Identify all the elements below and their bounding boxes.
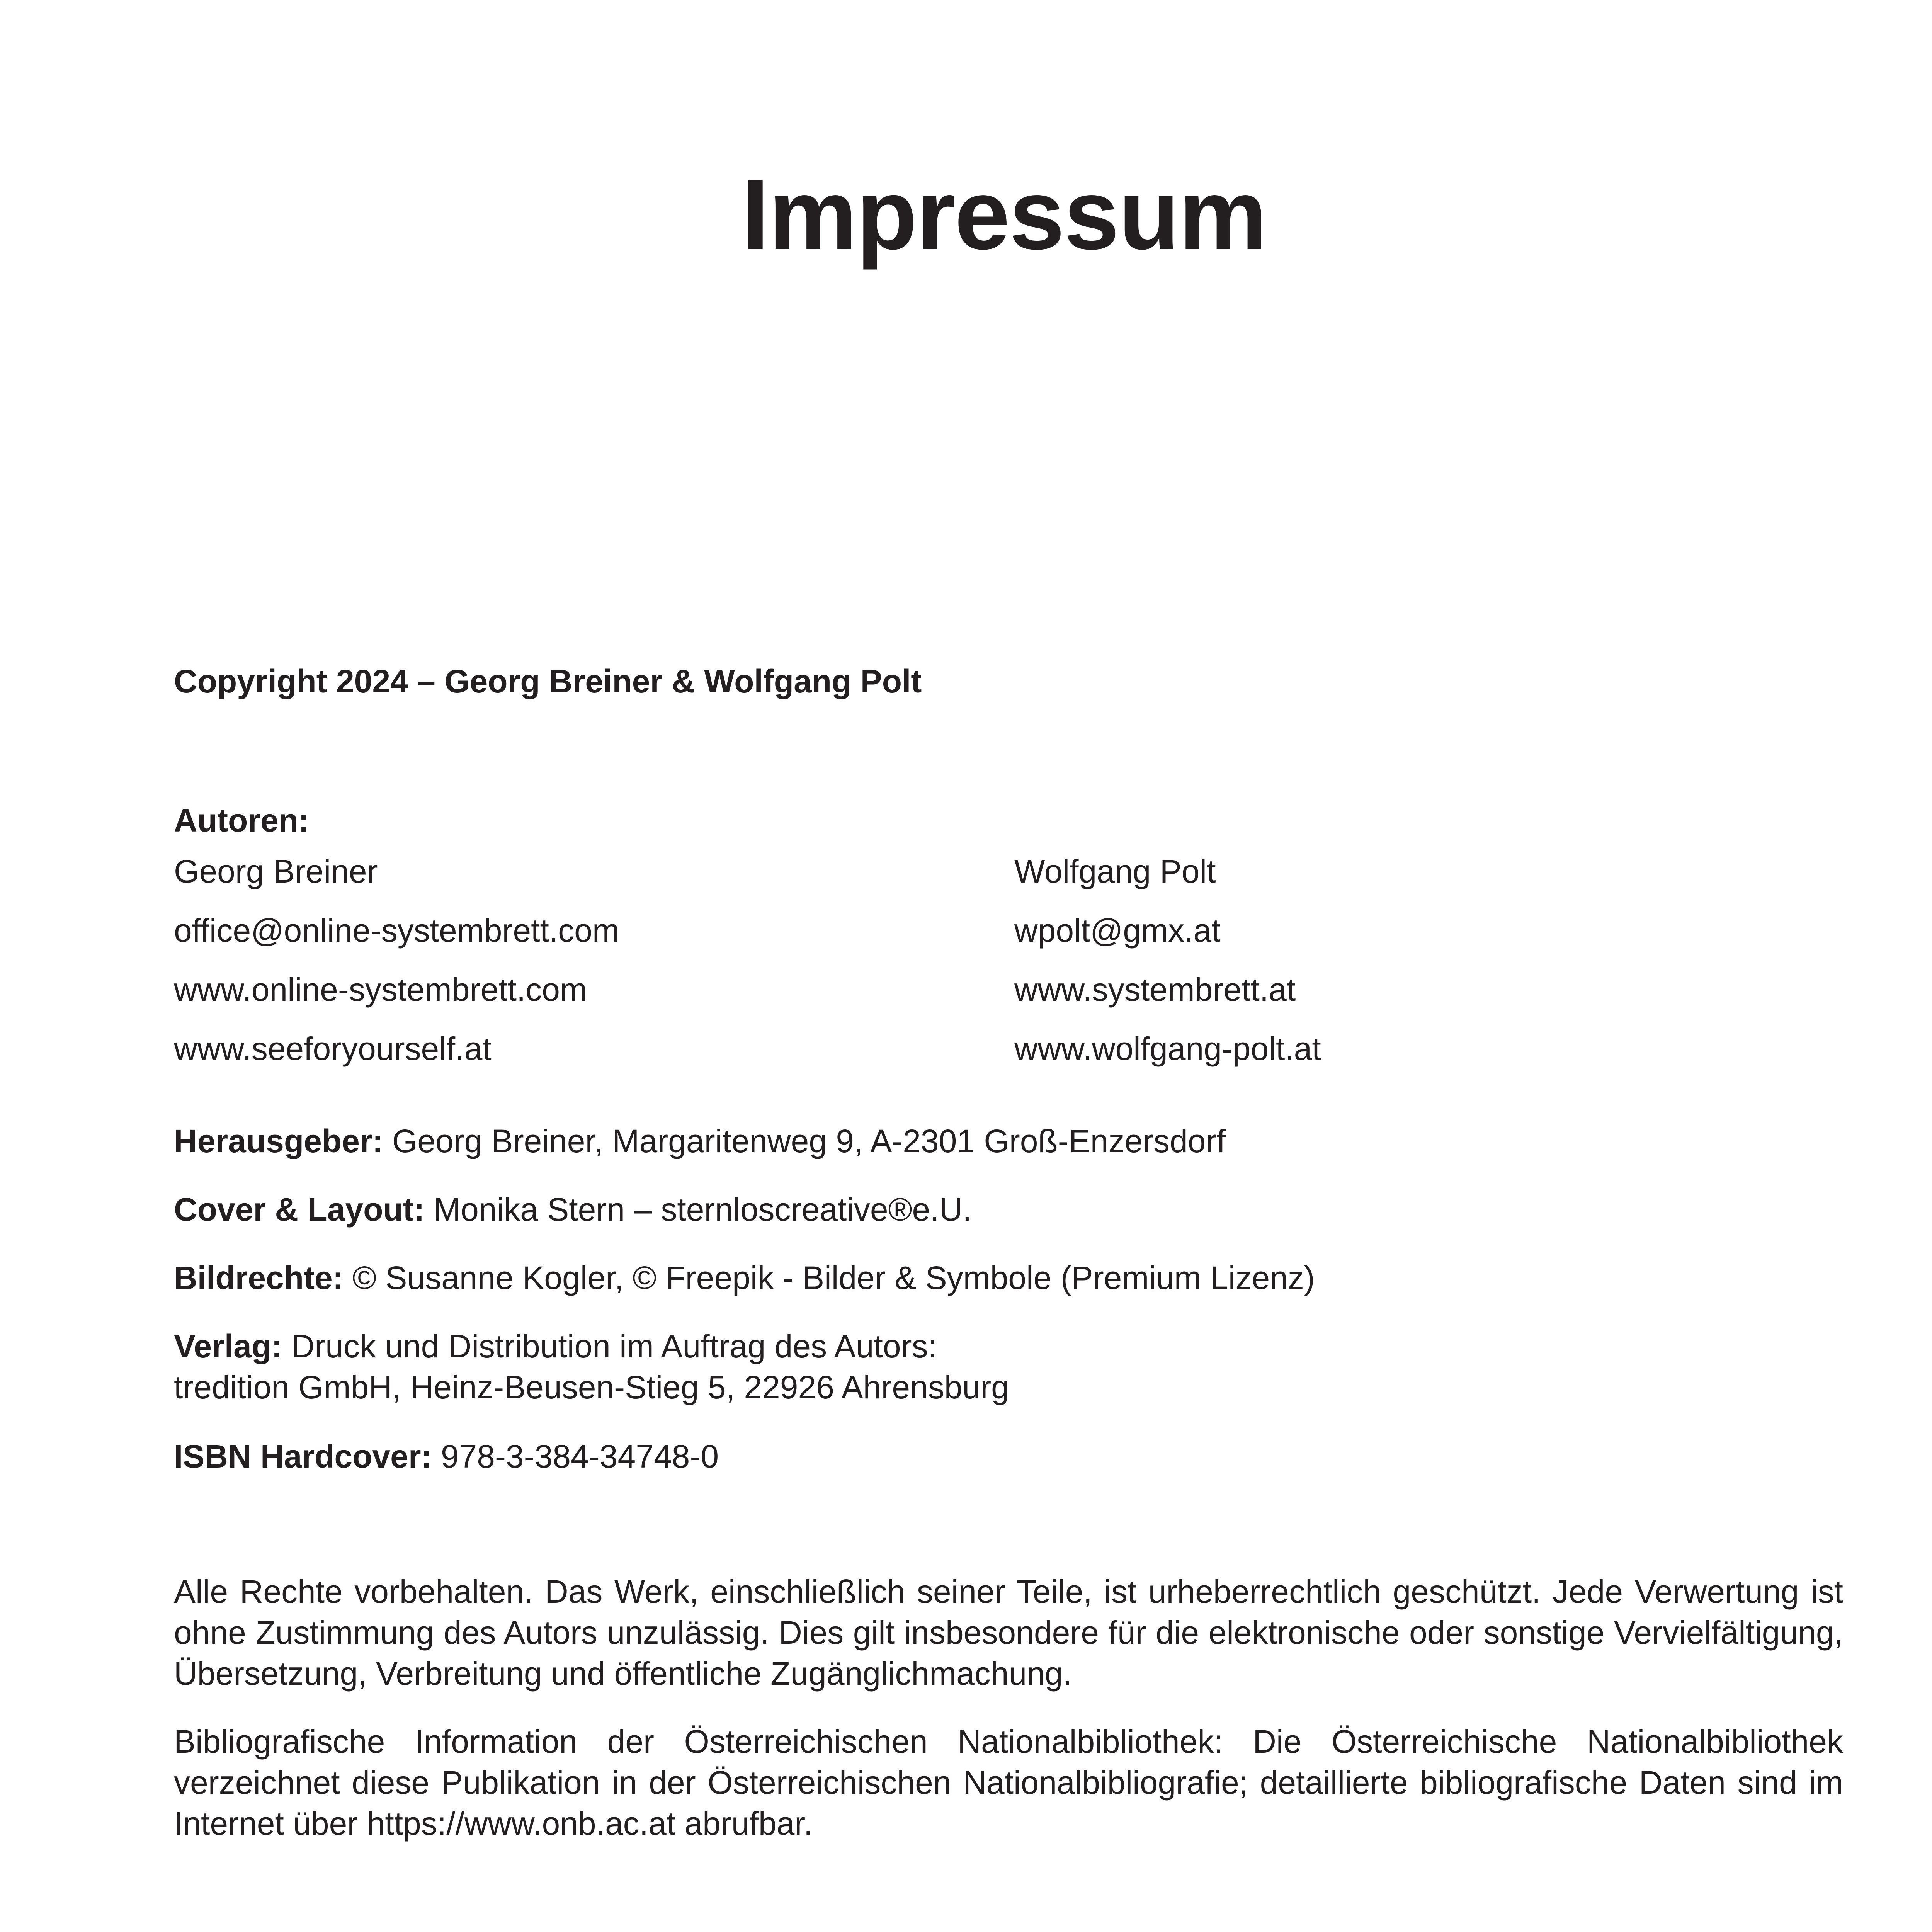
verlag-label: Verlag: xyxy=(174,1328,282,1364)
author-left-name: Georg Breiner xyxy=(174,853,378,889)
page-title: Impressum xyxy=(742,158,1267,270)
author-left-website-2: www.seeforyourself.at xyxy=(174,1031,492,1067)
bildrechte-label: Bildrechte: xyxy=(174,1260,344,1296)
author-right-email: wpolt@gmx.at xyxy=(1014,912,1221,949)
verlag-first-line xyxy=(174,1326,1843,1367)
isbn-line xyxy=(174,1436,1843,1477)
author-right-name: Wolfgang Polt xyxy=(1014,853,1216,889)
verlag-line-1: Druck und Distribution im Auftrag des Autors: xyxy=(291,1328,937,1364)
cover-layout-value: Monika Stern – sternloscreative®e.U. xyxy=(434,1191,972,1228)
author-right-website-1: www.systembrett.at xyxy=(1014,971,1296,1008)
copyright-line: Copyright 2024 – Georg Breiner & Wolfgang Polt xyxy=(174,663,922,699)
author-left-website-1: www.online-systembrett.com xyxy=(174,971,587,1008)
herausgeber-line xyxy=(174,1121,1843,1162)
verlag-line-2: tredition GmbH, Heinz-Beusen-Stieg 5, 22926 Ahrensburg xyxy=(174,1369,1009,1405)
authors-label: Autoren: xyxy=(174,802,309,838)
herausgeber-label: Herausgeber: xyxy=(174,1123,383,1159)
bibliography-paragraph: Bibliografische Information der Österreichischen Nationalbibliothek: Die Österreichische Nationalbibliothek verzeichnet diese Publikation in der Österreichischen Nationalbibliografie; detaillierte bibliografische Daten sind im Internet über https://www.onb.ac.at abrufbar. xyxy=(174,1723,1843,1842)
author-left-email: office@online-systembrett.com xyxy=(174,912,619,949)
author-right-website-2: www.wolfgang-polt.at xyxy=(1014,1031,1321,1067)
cover-layout-label: Cover & Layout: xyxy=(174,1191,425,1228)
isbn-label: ISBN Hardcover: xyxy=(174,1438,432,1475)
cover-layout-line xyxy=(174,1189,1843,1230)
herausgeber-value: Georg Breiner, Margaritenweg 9, A-2301 Groß-Enzersdorf xyxy=(392,1123,1226,1159)
bildrechte-value: © Susanne Kogler, © Freepik - Bilder & Symbole (Premium Lizenz) xyxy=(352,1260,1315,1296)
verlag-block xyxy=(174,1326,1843,1408)
rights-paragraph: Alle Rechte vorbehalten. Das Werk, einschließlich seiner Teile, ist urheberrechtlich geschützt. Jede Verwertung ist ohne Zustimmung des Autors unzulässig. Dies gilt insbesondere für die elektronische oder sonstige Vervielfältigung, Übersetzung, Verbreitung und öffentliche Zugänglichmachung. xyxy=(174,1573,1843,1692)
isbn-value: 978-3-384-34748-0 xyxy=(440,1438,719,1475)
bildrechte-line xyxy=(174,1257,1843,1298)
